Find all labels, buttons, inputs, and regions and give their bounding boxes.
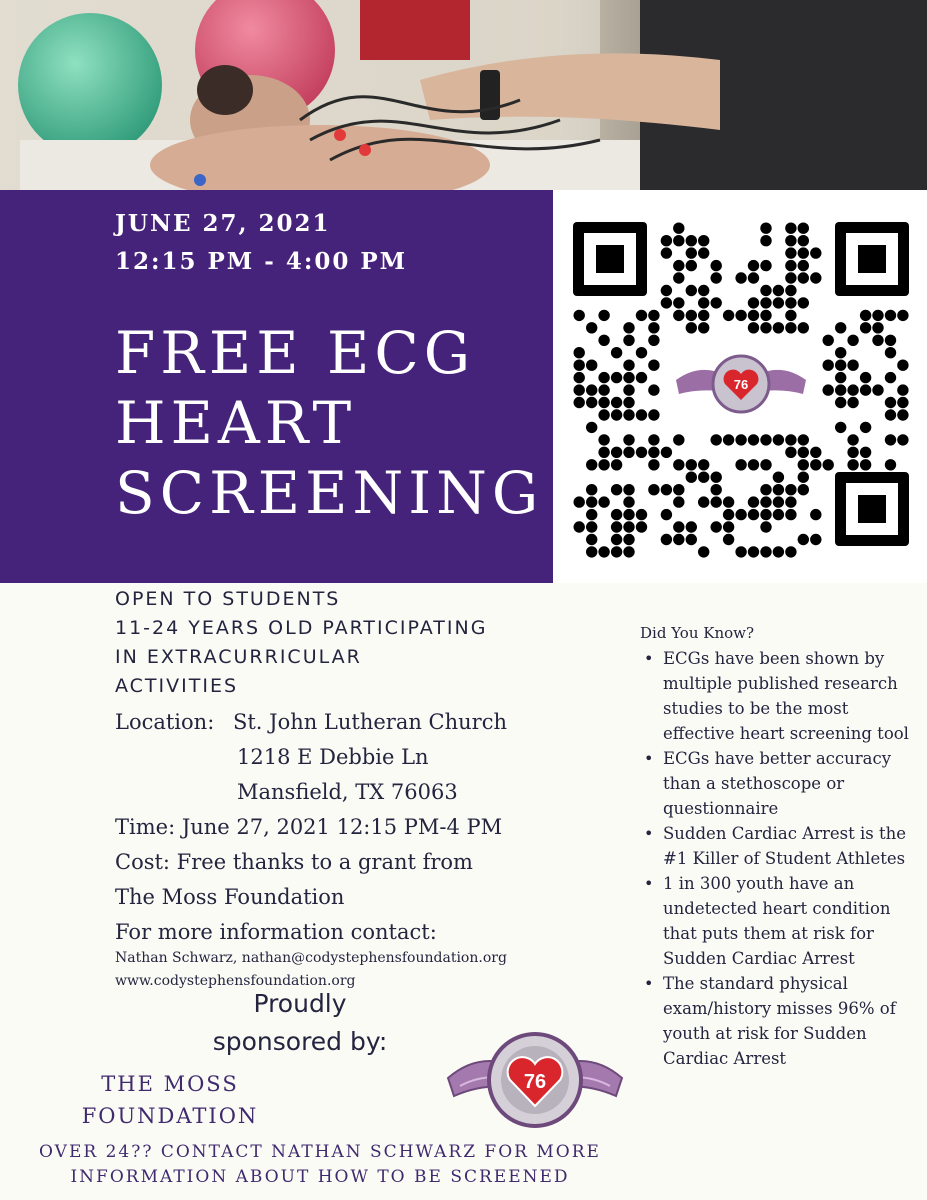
qr-module-dot	[760, 521, 771, 532]
qr-module-dot	[648, 310, 659, 321]
qr-module-dot	[810, 272, 821, 283]
sponsor-name-line-2: FOUNDATION	[81, 1104, 259, 1128]
qr-module-dot	[673, 459, 684, 470]
qr-module-dot	[798, 534, 809, 545]
qr-module-dot	[623, 496, 634, 507]
qr-module-dot	[623, 384, 634, 395]
qr-module-dot	[623, 360, 634, 371]
qr-module-dot	[847, 459, 858, 470]
qr-module-dot	[723, 521, 734, 532]
qr-module-dot	[686, 459, 697, 470]
qr-module-dot	[686, 310, 697, 321]
over-24-line-1: OVER 24?? CONTACT NATHAN SCHWARZ FOR MORE	[39, 1142, 601, 1162]
qr-module-dot	[673, 272, 684, 283]
qr-module-dot	[686, 285, 697, 296]
qr-module-dot	[611, 347, 622, 358]
qr-module-dot	[810, 509, 821, 520]
qr-module-dot	[623, 335, 634, 346]
qr-module-dot	[723, 496, 734, 507]
qr-module-dot	[711, 434, 722, 445]
qr-module-dot	[897, 409, 908, 420]
qr-module-dot	[798, 272, 809, 283]
qr-module-dot	[748, 459, 759, 470]
qr-module-dot	[735, 272, 746, 283]
qr-module-dot	[735, 310, 746, 321]
ecg-photo	[0, 0, 927, 190]
qr-module-dot	[636, 447, 647, 458]
qr-module-dot	[735, 546, 746, 557]
qr-module-dot	[798, 260, 809, 271]
qr-module-dot	[872, 322, 883, 333]
go-big-logo-icon	[671, 346, 811, 422]
did-you-know-title: Did You Know?	[640, 624, 755, 642]
qr-module-dot	[798, 322, 809, 333]
qr-module-dot	[760, 285, 771, 296]
qr-module-dot	[723, 434, 734, 445]
qr-module-dot	[785, 272, 796, 283]
qr-module-dot	[748, 322, 759, 333]
qr-module-dot	[785, 447, 796, 458]
qr-module-dot	[785, 223, 796, 234]
qr-module-dot	[661, 297, 672, 308]
qr-finder-top-left	[573, 222, 647, 296]
qr-module-dot	[611, 534, 622, 545]
qr-module-dot	[760, 459, 771, 470]
qr-module-dot	[598, 384, 609, 395]
qr-module-dot	[636, 372, 647, 383]
sponsor-name-line-1: THE MOSS	[101, 1072, 239, 1096]
qr-logo-number: 76	[733, 377, 749, 392]
fact-item: • 1 in 300 youth have an undetected heart condition that puts them at risk for Sudden Cardiac Arrest	[640, 871, 920, 971]
qr-module-dot	[623, 509, 634, 520]
fact-item: • Sudden Cardiac Arrest is the #1 Killer of Student Athletes	[640, 821, 920, 871]
cost-row: Cost: Free thanks to a grant from	[115, 850, 473, 874]
qr-module-dot	[773, 546, 784, 557]
sponsor-heading-line-1: Proudly	[253, 989, 347, 1018]
event-datetime	[115, 205, 407, 281]
qr-module-dot	[661, 534, 672, 545]
qr-module-dot	[686, 260, 697, 271]
qr-module-dot	[586, 496, 597, 507]
qr-module-dot	[760, 546, 771, 557]
event-date: JUNE 27, 2021	[115, 210, 331, 237]
qr-module-dot	[885, 335, 896, 346]
qr-module-dot	[748, 546, 759, 557]
qr-module-dot	[823, 459, 834, 470]
qr-module-dot	[661, 484, 672, 495]
qr-module-dot	[586, 534, 597, 545]
qr-module-dot	[611, 521, 622, 532]
qr-module-dot	[623, 521, 634, 532]
qr-module-dot	[735, 434, 746, 445]
over-24-notice	[20, 1140, 620, 1190]
qr-module-dot	[785, 247, 796, 258]
qr-module-dot	[785, 434, 796, 445]
qr-module-dot	[711, 496, 722, 507]
qr-module-dot	[760, 260, 771, 271]
qr-module-dot	[773, 509, 784, 520]
qr-module-dot	[598, 459, 609, 470]
qr-module-dot	[835, 360, 846, 371]
qr-module-dot	[860, 422, 871, 433]
qr-module-dot	[847, 335, 858, 346]
qr-module-dot	[623, 322, 634, 333]
qr-module-dot	[686, 235, 697, 246]
qr-module-dot	[760, 297, 771, 308]
qr-module-dot	[885, 459, 896, 470]
headline-line-1: FREE ECG	[115, 319, 476, 387]
qr-module-dot	[810, 534, 821, 545]
qr-module-dot	[598, 409, 609, 420]
eligibility	[115, 585, 605, 701]
qr-module-dot	[598, 447, 609, 458]
qr-module-dot	[748, 496, 759, 507]
qr-module-dot	[773, 297, 784, 308]
qr-module-dot	[872, 310, 883, 321]
qr-module-dot	[885, 310, 896, 321]
qr-module-dot	[673, 484, 684, 495]
qr-module-dot	[735, 459, 746, 470]
qr-module-dot	[586, 322, 597, 333]
qr-module-dot	[773, 285, 784, 296]
qr-finder-top-right	[835, 222, 909, 296]
qr-module-dot	[598, 434, 609, 445]
qr-module-dot	[673, 310, 684, 321]
qr-module-dot	[623, 447, 634, 458]
qr-module-dot	[574, 384, 585, 395]
address-line-1: 1218 E Debbie Ln	[237, 745, 429, 769]
qr-module-dot	[760, 484, 771, 495]
qr-module-dot	[785, 310, 796, 321]
qr-module-dot	[698, 472, 709, 483]
eligibility-line-4: ACTIVITIES	[115, 675, 239, 697]
qr-module-dot	[648, 484, 659, 495]
qr-module-dot	[711, 472, 722, 483]
qr-module-dot	[785, 496, 796, 507]
qr-module-dot	[711, 260, 722, 271]
qr-module-dot	[586, 397, 597, 408]
qr-module-dot	[711, 297, 722, 308]
eligibility-line-1: OPEN TO STUDENTS	[115, 588, 341, 610]
headline-line-3: SCREENING	[115, 459, 544, 527]
eligibility-line-2: 11-24 YEARS OLD PARTICIPATING	[115, 617, 488, 639]
qr-module-dot	[636, 347, 647, 358]
eligibility-line-3: IN EXTRACURRICULAR	[115, 646, 362, 668]
qr-module-dot	[648, 434, 659, 445]
contact-email-line[interactable]: Nathan Schwarz, nathan@codystephensfoundation.org	[115, 950, 507, 966]
qr-module-dot	[698, 297, 709, 308]
qr-module-dot	[648, 447, 659, 458]
qr-module-dot	[673, 521, 684, 532]
location-name: St. John Lutheran Church	[232, 710, 507, 734]
qr-module-dot	[860, 310, 871, 321]
qr-module-dot	[798, 235, 809, 246]
qr-module-dot	[611, 484, 622, 495]
qr-module-dot	[897, 434, 908, 445]
qr-module-dot	[798, 459, 809, 470]
qr-module-dot	[623, 534, 634, 545]
qr-module-dot	[623, 372, 634, 383]
qr-module-dot	[785, 235, 796, 246]
qr-module-dot	[661, 285, 672, 296]
qr-module-dot	[810, 459, 821, 470]
location-row	[115, 705, 615, 740]
qr-module-dot	[847, 360, 858, 371]
did-you-know-section	[640, 622, 920, 1071]
qr-code[interactable]	[573, 222, 909, 558]
qr-module-dot	[798, 447, 809, 458]
qr-module-dot	[860, 459, 871, 470]
qr-module-dot	[673, 235, 684, 246]
qr-module-dot	[885, 409, 896, 420]
qr-module-dot	[673, 223, 684, 234]
over-24-line-2: INFORMATION ABOUT HOW TO BE SCREENED	[70, 1167, 570, 1187]
qr-module-dot	[611, 447, 622, 458]
qr-module-dot	[897, 384, 908, 395]
qr-module-dot	[611, 409, 622, 420]
sponsor-heading-line-2: sponsored by:	[212, 1027, 388, 1056]
qr-module-dot	[598, 335, 609, 346]
cost-row-2: The Moss Foundation	[115, 885, 345, 909]
qr-module-dot	[686, 472, 697, 483]
qr-module-dot	[773, 472, 784, 483]
qr-module-dot	[623, 397, 634, 408]
qr-module-dot	[636, 310, 647, 321]
qr-module-dot	[611, 509, 622, 520]
qr-module-dot	[686, 322, 697, 333]
qr-module-dot	[785, 322, 796, 333]
qr-module-dot	[698, 546, 709, 557]
qr-module-dot	[661, 447, 672, 458]
qr-module-dot	[785, 546, 796, 557]
qr-module-dot	[860, 447, 871, 458]
qr-module-dot	[798, 472, 809, 483]
qr-module-dot	[698, 285, 709, 296]
sponsor-heading	[190, 985, 410, 1061]
qr-module-dot	[723, 534, 734, 545]
fact-item: • The standard physical exam/history misses 96% of youth at risk for Sudden Cardiac Arrest	[640, 971, 920, 1071]
fact-item: • ECGs have better accuracy than a stethoscope or questionnaire	[640, 746, 920, 821]
qr-module-dot	[735, 509, 746, 520]
qr-module-dot	[661, 509, 672, 520]
qr-module-dot	[698, 235, 709, 246]
qr-module-dot	[897, 397, 908, 408]
event-details	[115, 705, 615, 950]
fact-item: • ECGs have been shown by multiple published research studies to be the most effective heart screening tool	[640, 646, 920, 746]
qr-module-dot	[872, 335, 883, 346]
qr-module-dot	[823, 384, 834, 395]
qr-module-dot	[760, 509, 771, 520]
qr-module-dot	[748, 297, 759, 308]
address-line-2: Mansfield, TX 76063	[237, 780, 458, 804]
headline-line-2: HEART	[115, 389, 357, 457]
qr-module-dot	[611, 546, 622, 557]
qr-module-dot	[748, 272, 759, 283]
qr-module-dot	[823, 335, 834, 346]
qr-module-dot	[586, 422, 597, 433]
qr-module-dot	[574, 521, 585, 532]
qr-module-dot	[611, 372, 622, 383]
qr-module-dot	[860, 322, 871, 333]
qr-module-dot	[574, 372, 585, 383]
qr-module-dot	[723, 310, 734, 321]
qr-module-dot	[586, 459, 597, 470]
qr-module-dot	[785, 484, 796, 495]
qr-module-dot	[760, 310, 771, 321]
qr-module-dot	[711, 484, 722, 495]
qr-module-dot	[648, 384, 659, 395]
qr-module-dot	[611, 459, 622, 470]
winged-heart-logo-icon	[440, 1020, 630, 1140]
qr-module-dot	[574, 310, 585, 321]
qr-module-dot	[760, 434, 771, 445]
sponsor-name	[60, 1068, 280, 1132]
qr-module-dot	[598, 546, 609, 557]
qr-module-dot	[835, 397, 846, 408]
qr-module-dot	[847, 447, 858, 458]
qr-module-dot	[760, 223, 771, 234]
qr-module-dot	[623, 546, 634, 557]
qr-module-dot	[698, 322, 709, 333]
qr-module-dot	[810, 247, 821, 258]
qr-module-dot	[623, 484, 634, 495]
qr-module-dot	[648, 360, 659, 371]
qr-module-dot	[785, 260, 796, 271]
qr-module-dot	[773, 434, 784, 445]
qr-module-dot	[885, 372, 896, 383]
qr-module-dot	[598, 496, 609, 507]
qr-module-dot	[661, 247, 672, 258]
qr-module-dot	[636, 521, 647, 532]
qr-module-dot	[885, 397, 896, 408]
qr-module-dot	[847, 397, 858, 408]
qr-module-dot	[574, 397, 585, 408]
qr-module-dot	[711, 272, 722, 283]
qr-module-dot	[835, 384, 846, 395]
qr-module-dot	[773, 322, 784, 333]
qr-module-dot	[810, 447, 821, 458]
qr-module-dot	[835, 322, 846, 333]
qr-module-dot	[661, 235, 672, 246]
qr-module-dot	[586, 546, 597, 557]
qr-module-dot	[611, 397, 622, 408]
qr-module-dot	[698, 459, 709, 470]
qr-module-dot	[636, 509, 647, 520]
facts-list	[640, 646, 920, 1071]
qr-module-dot	[872, 384, 883, 395]
qr-module-dot	[785, 297, 796, 308]
qr-module-dot	[586, 484, 597, 495]
qr-module-dot	[636, 409, 647, 420]
qr-module-dot	[760, 235, 771, 246]
qr-code-panel	[553, 190, 927, 583]
qr-module-dot	[586, 521, 597, 532]
qr-module-dot	[885, 347, 896, 358]
qr-module-dot	[623, 409, 634, 420]
qr-module-dot	[673, 260, 684, 271]
qr-module-dot	[598, 397, 609, 408]
qr-module-dot	[586, 384, 597, 395]
qr-module-dot	[598, 310, 609, 321]
qr-module-dot	[698, 496, 709, 507]
qr-module-dot	[648, 335, 659, 346]
time-row: Time: June 27, 2021 12:15 PM-4 PM	[115, 815, 503, 839]
qr-module-dot	[698, 247, 709, 258]
qr-module-dot	[885, 434, 896, 445]
qr-module-dot	[648, 322, 659, 333]
qr-module-dot	[847, 384, 858, 395]
qr-module-dot	[723, 509, 734, 520]
headline	[115, 318, 545, 528]
qr-module-dot	[785, 285, 796, 296]
qr-module-dot	[686, 247, 697, 258]
qr-module-dot	[686, 521, 697, 532]
qr-module-dot	[798, 484, 809, 495]
ecg-photo-image	[0, 0, 927, 190]
qr-module-dot	[748, 260, 759, 271]
qr-module-dot	[711, 521, 722, 532]
qr-module-dot	[574, 496, 585, 507]
qr-module-dot	[748, 434, 759, 445]
qr-module-dot	[574, 360, 585, 371]
qr-module-dot	[698, 310, 709, 321]
qr-module-dot	[623, 434, 634, 445]
qr-module-dot	[673, 434, 684, 445]
qr-module-dot	[798, 223, 809, 234]
qr-module-dot	[798, 434, 809, 445]
qr-module-dot	[773, 484, 784, 495]
qr-module-dot	[648, 459, 659, 470]
qr-module-dot	[860, 372, 871, 383]
qr-module-dot	[835, 347, 846, 358]
qr-module-dot	[686, 534, 697, 545]
qr-module-dot	[823, 360, 834, 371]
qr-module-dot	[673, 534, 684, 545]
event-time: 12:15 PM - 4:00 PM	[115, 248, 408, 275]
qr-module-dot	[673, 297, 684, 308]
qr-module-dot	[835, 422, 846, 433]
qr-module-dot	[673, 496, 684, 507]
qr-module-dot	[598, 372, 609, 383]
qr-module-dot	[798, 297, 809, 308]
contact-website-link[interactable]: www.codystephensfoundation.org	[115, 973, 356, 989]
contact-heading: For more information contact:	[115, 920, 437, 944]
qr-module-dot	[835, 372, 846, 383]
qr-module-dot	[847, 434, 858, 445]
qr-module-dot	[897, 360, 908, 371]
qr-module-dot	[574, 347, 585, 358]
qr-module-dot	[773, 496, 784, 507]
qr-module-dot	[648, 409, 659, 420]
qr-module-dot	[785, 509, 796, 520]
qr-module-dot	[748, 509, 759, 520]
qr-module-dot	[760, 322, 771, 333]
qr-module-dot	[748, 310, 759, 321]
location-label: Location:	[115, 710, 215, 734]
qr-module-dot	[798, 247, 809, 258]
go-big-or-go-home-logo	[440, 1020, 630, 1144]
qr-module-dot	[760, 496, 771, 507]
qr-module-dot	[860, 384, 871, 395]
sponsor-logo-number: 76	[523, 1071, 547, 1093]
qr-module-dot	[897, 310, 908, 321]
qr-module-dot	[586, 509, 597, 520]
qr-finder-bottom-right	[835, 472, 909, 546]
qr-module-dot	[586, 360, 597, 371]
